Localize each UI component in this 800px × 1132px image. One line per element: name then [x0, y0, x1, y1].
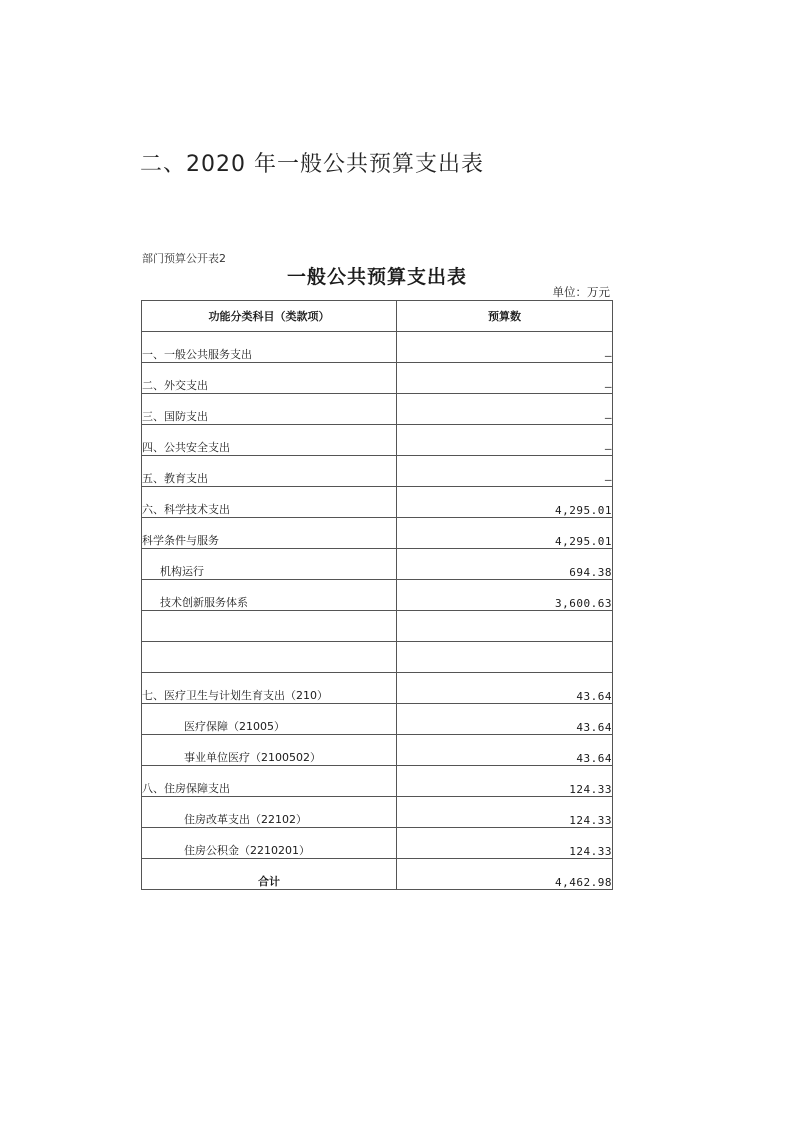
- table-row: [142, 394, 613, 425]
- table-row: [142, 332, 613, 363]
- table-row: [142, 704, 613, 735]
- row-category: 住房公积金（2210201）: [142, 828, 397, 859]
- row-amount: —: [397, 456, 613, 487]
- row-amount: 4,295.01: [397, 487, 613, 518]
- table-row: [142, 828, 613, 859]
- table-title: 一般公共预算支出表: [286, 266, 467, 288]
- row-amount: 43.64: [397, 704, 613, 735]
- row-amount: [397, 611, 613, 642]
- row-category: 五、教育支出: [142, 456, 397, 487]
- row-amount: [397, 642, 613, 673]
- row-amount: 124.33: [397, 766, 613, 797]
- total-label: 合计: [142, 859, 397, 890]
- total-row: [142, 859, 613, 890]
- form-number: 部门预算公开表2: [142, 252, 226, 265]
- table-row: [142, 797, 613, 828]
- table-row: [142, 580, 613, 611]
- row-category: 医疗保障（21005）: [142, 704, 397, 735]
- row-amount: 43.64: [397, 673, 613, 704]
- row-category: 科学条件与服务: [142, 518, 397, 549]
- row-category: 技术创新服务体系: [142, 580, 397, 611]
- row-category: 一、一般公共服务支出: [142, 332, 397, 363]
- unit-label: 单位：万元: [552, 285, 610, 299]
- table-row: [142, 456, 613, 487]
- table-row: [142, 518, 613, 549]
- row-amount: —: [397, 425, 613, 456]
- row-category: 七、医疗卫生与计划生育支出（210）: [142, 673, 397, 704]
- header-row: [142, 301, 613, 332]
- budget-table: [141, 300, 613, 890]
- total-amount: 4,462.98: [397, 859, 613, 890]
- row-amount: 694.38: [397, 549, 613, 580]
- row-amount: —: [397, 394, 613, 425]
- table-row: [142, 363, 613, 394]
- row-category: 四、公共安全支出: [142, 425, 397, 456]
- row-amount: 4,295.01: [397, 518, 613, 549]
- page-heading: 二、2020 年一般公共预算支出表: [140, 152, 484, 177]
- row-amount: 43.64: [397, 735, 613, 766]
- row-category: 三、国防支出: [142, 394, 397, 425]
- row-category: 事业单位医疗（2100502）: [142, 735, 397, 766]
- row-category: 六、科学技术支出: [142, 487, 397, 518]
- table-row: [142, 487, 613, 518]
- table-row: [142, 673, 613, 704]
- row-category: 八、住房保障支出: [142, 766, 397, 797]
- table-row: [142, 735, 613, 766]
- row-category: [142, 642, 397, 673]
- table-row: [142, 766, 613, 797]
- row-amount: —: [397, 332, 613, 363]
- row-category: 住房改革支出（22102）: [142, 797, 397, 828]
- table-row: [142, 549, 613, 580]
- column-header-amount: 预算数: [397, 301, 613, 332]
- row-amount: —: [397, 363, 613, 394]
- table-row: [142, 425, 613, 456]
- row-amount: 124.33: [397, 828, 613, 859]
- row-category: 机构运行: [142, 549, 397, 580]
- column-header-category: 功能分类科目（类款项）: [142, 301, 397, 332]
- table-row-empty: [142, 611, 613, 642]
- row-category: 二、外交支出: [142, 363, 397, 394]
- row-amount: 124.33: [397, 797, 613, 828]
- row-category: [142, 611, 397, 642]
- row-amount: 3,600.63: [397, 580, 613, 611]
- table-row-empty: [142, 642, 613, 673]
